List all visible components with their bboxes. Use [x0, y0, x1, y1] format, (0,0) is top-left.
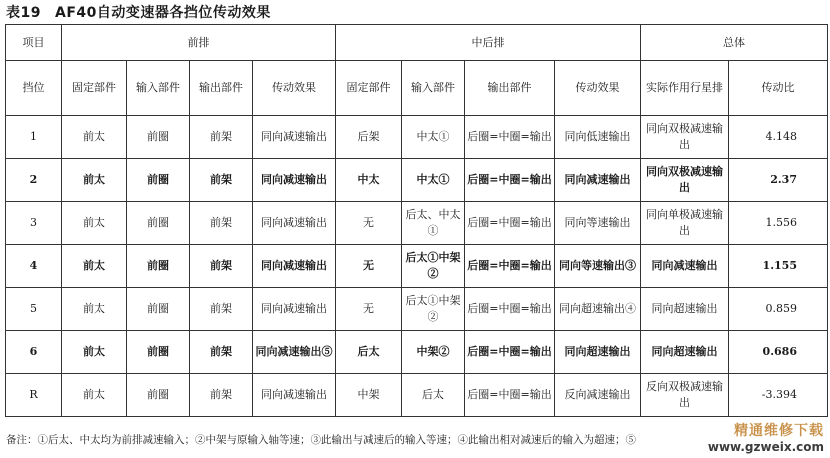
group-front: 前排 — [62, 25, 336, 61]
table-row — [6, 245, 828, 288]
group-header-row — [6, 25, 828, 61]
cell-front-fixed: 前太 — [62, 245, 127, 288]
cell-rear-effect: 同向等速输出③ — [555, 245, 641, 288]
cell-front-output: 前架 — [190, 245, 253, 288]
cell-front-output: 前架 — [190, 159, 253, 202]
cell-front-input: 前圈 — [127, 116, 190, 159]
cell-front-input: 前圈 — [127, 202, 190, 245]
cell-front-effect: 同向减速输出 — [253, 116, 336, 159]
cell-gear: 5 — [6, 288, 62, 331]
cell-front-fixed: 前太 — [62, 331, 127, 374]
cell-front-fixed: 前太 — [62, 116, 127, 159]
footnote: 备注：①后太、中太均为前排减速输入；②中架与原输入轴等速；③此输出与减速后的输入等速；④此输出相对减速后的输入为超速；⑤ — [6, 434, 636, 446]
group-rear: 中后排 — [336, 25, 641, 61]
cell-planet: 同向双极减速输出 — [641, 159, 729, 202]
cell-rear-output: 后圈=中圈=输出 — [465, 159, 555, 202]
cell-front-input: 前圈 — [127, 374, 190, 417]
cell-rear-input: 后太、中太① — [402, 202, 465, 245]
col-rear-fixed: 固定部件 — [336, 61, 402, 116]
cell-gear: 6 — [6, 331, 62, 374]
cell-rear-input: 后太①中架② — [402, 245, 465, 288]
cell-rear-fixed: 中太 — [336, 159, 402, 202]
cell-rear-output: 后圈=中圈=输出 — [465, 202, 555, 245]
cell-rear-fixed: 无 — [336, 288, 402, 331]
watermark-cn: 精通维修下载 — [734, 423, 824, 439]
group-item: 项目 — [6, 25, 62, 61]
col-front-input: 输入部件 — [127, 61, 190, 116]
cell-front-effect: 同向减速输出 — [253, 288, 336, 331]
cell-rear-output: 后圈=中圈=输出 — [465, 116, 555, 159]
watermark-url: www.gzweix.com — [707, 440, 824, 454]
cell-rear-output: 后圈=中圈=输出 — [465, 331, 555, 374]
cell-front-output: 前架 — [190, 288, 253, 331]
cell-front-input: 前圈 — [127, 288, 190, 331]
cell-front-fixed: 前太 — [62, 288, 127, 331]
cell-rear-output: 后圈=中圈=输出 — [465, 288, 555, 331]
cell-front-fixed: 前太 — [62, 374, 127, 417]
col-rear-output: 输出部件 — [465, 61, 555, 116]
cell-rear-effect: 同向等速输出 — [555, 202, 641, 245]
cell-front-output: 前架 — [190, 202, 253, 245]
cell-rear-input: 后太①中架② — [402, 288, 465, 331]
col-front-effect: 传动效果 — [253, 61, 336, 116]
cell-ratio: 0.686 — [729, 331, 828, 374]
cell-rear-output: 后圈=中圈=输出 — [465, 245, 555, 288]
transmission-table — [5, 24, 828, 417]
col-front-output: 输出部件 — [190, 61, 253, 116]
col-rear-input: 输入部件 — [402, 61, 465, 116]
cell-rear-fixed: 后架 — [336, 116, 402, 159]
cell-rear-output: 后圈=中圈=输出 — [465, 374, 555, 417]
col-rear-effect: 传动效果 — [555, 61, 641, 116]
cell-rear-input: 后太 — [402, 374, 465, 417]
table-row — [6, 374, 828, 417]
cell-front-output: 前架 — [190, 331, 253, 374]
cell-ratio: 1.556 — [729, 202, 828, 245]
cell-rear-effect: 同向超速输出④ — [555, 288, 641, 331]
cell-rear-fixed: 中架 — [336, 374, 402, 417]
cell-ratio: 2.37 — [729, 159, 828, 202]
cell-front-effect: 同向减速输出 — [253, 374, 336, 417]
cell-front-input: 前圈 — [127, 245, 190, 288]
cell-planet: 同向单极减速输出 — [641, 202, 729, 245]
col-planet: 实际作用行星排 — [641, 61, 729, 116]
cell-rear-effect: 反向减速输出 — [555, 374, 641, 417]
cell-planet: 反向双极减速输出 — [641, 374, 729, 417]
cell-front-output: 前架 — [190, 374, 253, 417]
cell-rear-effect: 同向超速输出 — [555, 331, 641, 374]
col-front-fixed: 固定部件 — [62, 61, 127, 116]
table-row — [6, 202, 828, 245]
cell-rear-input: 中太① — [402, 159, 465, 202]
col-ratio: 传动比 — [729, 61, 828, 116]
cell-rear-effect: 同向减速输出 — [555, 159, 641, 202]
cell-front-fixed: 前太 — [62, 202, 127, 245]
cell-rear-fixed: 无 — [336, 202, 402, 245]
table-title — [6, 4, 271, 22]
cell-gear: R — [6, 374, 62, 417]
group-total: 总体 — [641, 25, 828, 61]
cell-front-output: 前架 — [190, 116, 253, 159]
table-row — [6, 116, 828, 159]
table-row — [6, 159, 828, 202]
table-number: 表19 — [6, 5, 41, 21]
cell-rear-input: 中架② — [402, 331, 465, 374]
cell-front-effect: 同向减速输出 — [253, 159, 336, 202]
cell-ratio: 1.155 — [729, 245, 828, 288]
cell-gear: 4 — [6, 245, 62, 288]
cell-rear-effect: 同向低速输出 — [555, 116, 641, 159]
cell-front-input: 前圈 — [127, 331, 190, 374]
cell-planet: 同向超速输出 — [641, 288, 729, 331]
cell-gear: 1 — [6, 116, 62, 159]
table-caption: AF40自动变速器各挡位传动效果 — [54, 5, 271, 21]
column-header-row — [6, 61, 828, 116]
cell-planet: 同向超速输出 — [641, 331, 729, 374]
cell-rear-input: 中太① — [402, 116, 465, 159]
cell-front-effect: 同向减速输出 — [253, 245, 336, 288]
cell-front-input: 前圈 — [127, 159, 190, 202]
cell-rear-fixed: 后太 — [336, 331, 402, 374]
cell-ratio: -3.394 — [729, 374, 828, 417]
cell-front-effect: 同向减速输出 — [253, 202, 336, 245]
cell-rear-fixed: 无 — [336, 245, 402, 288]
table-row — [6, 288, 828, 331]
cell-gear: 2 — [6, 159, 62, 202]
col-gear: 挡位 — [6, 61, 62, 116]
cell-planet: 同向双极减速输出 — [641, 116, 729, 159]
watermark — [708, 420, 824, 454]
cell-planet: 同向减速输出 — [641, 245, 729, 288]
cell-gear: 3 — [6, 202, 62, 245]
cell-ratio: 0.859 — [729, 288, 828, 331]
cell-front-fixed: 前太 — [62, 159, 127, 202]
table-row — [6, 331, 828, 374]
cell-front-effect: 同向减速输出⑤ — [253, 331, 336, 374]
cell-ratio: 4.148 — [729, 116, 828, 159]
